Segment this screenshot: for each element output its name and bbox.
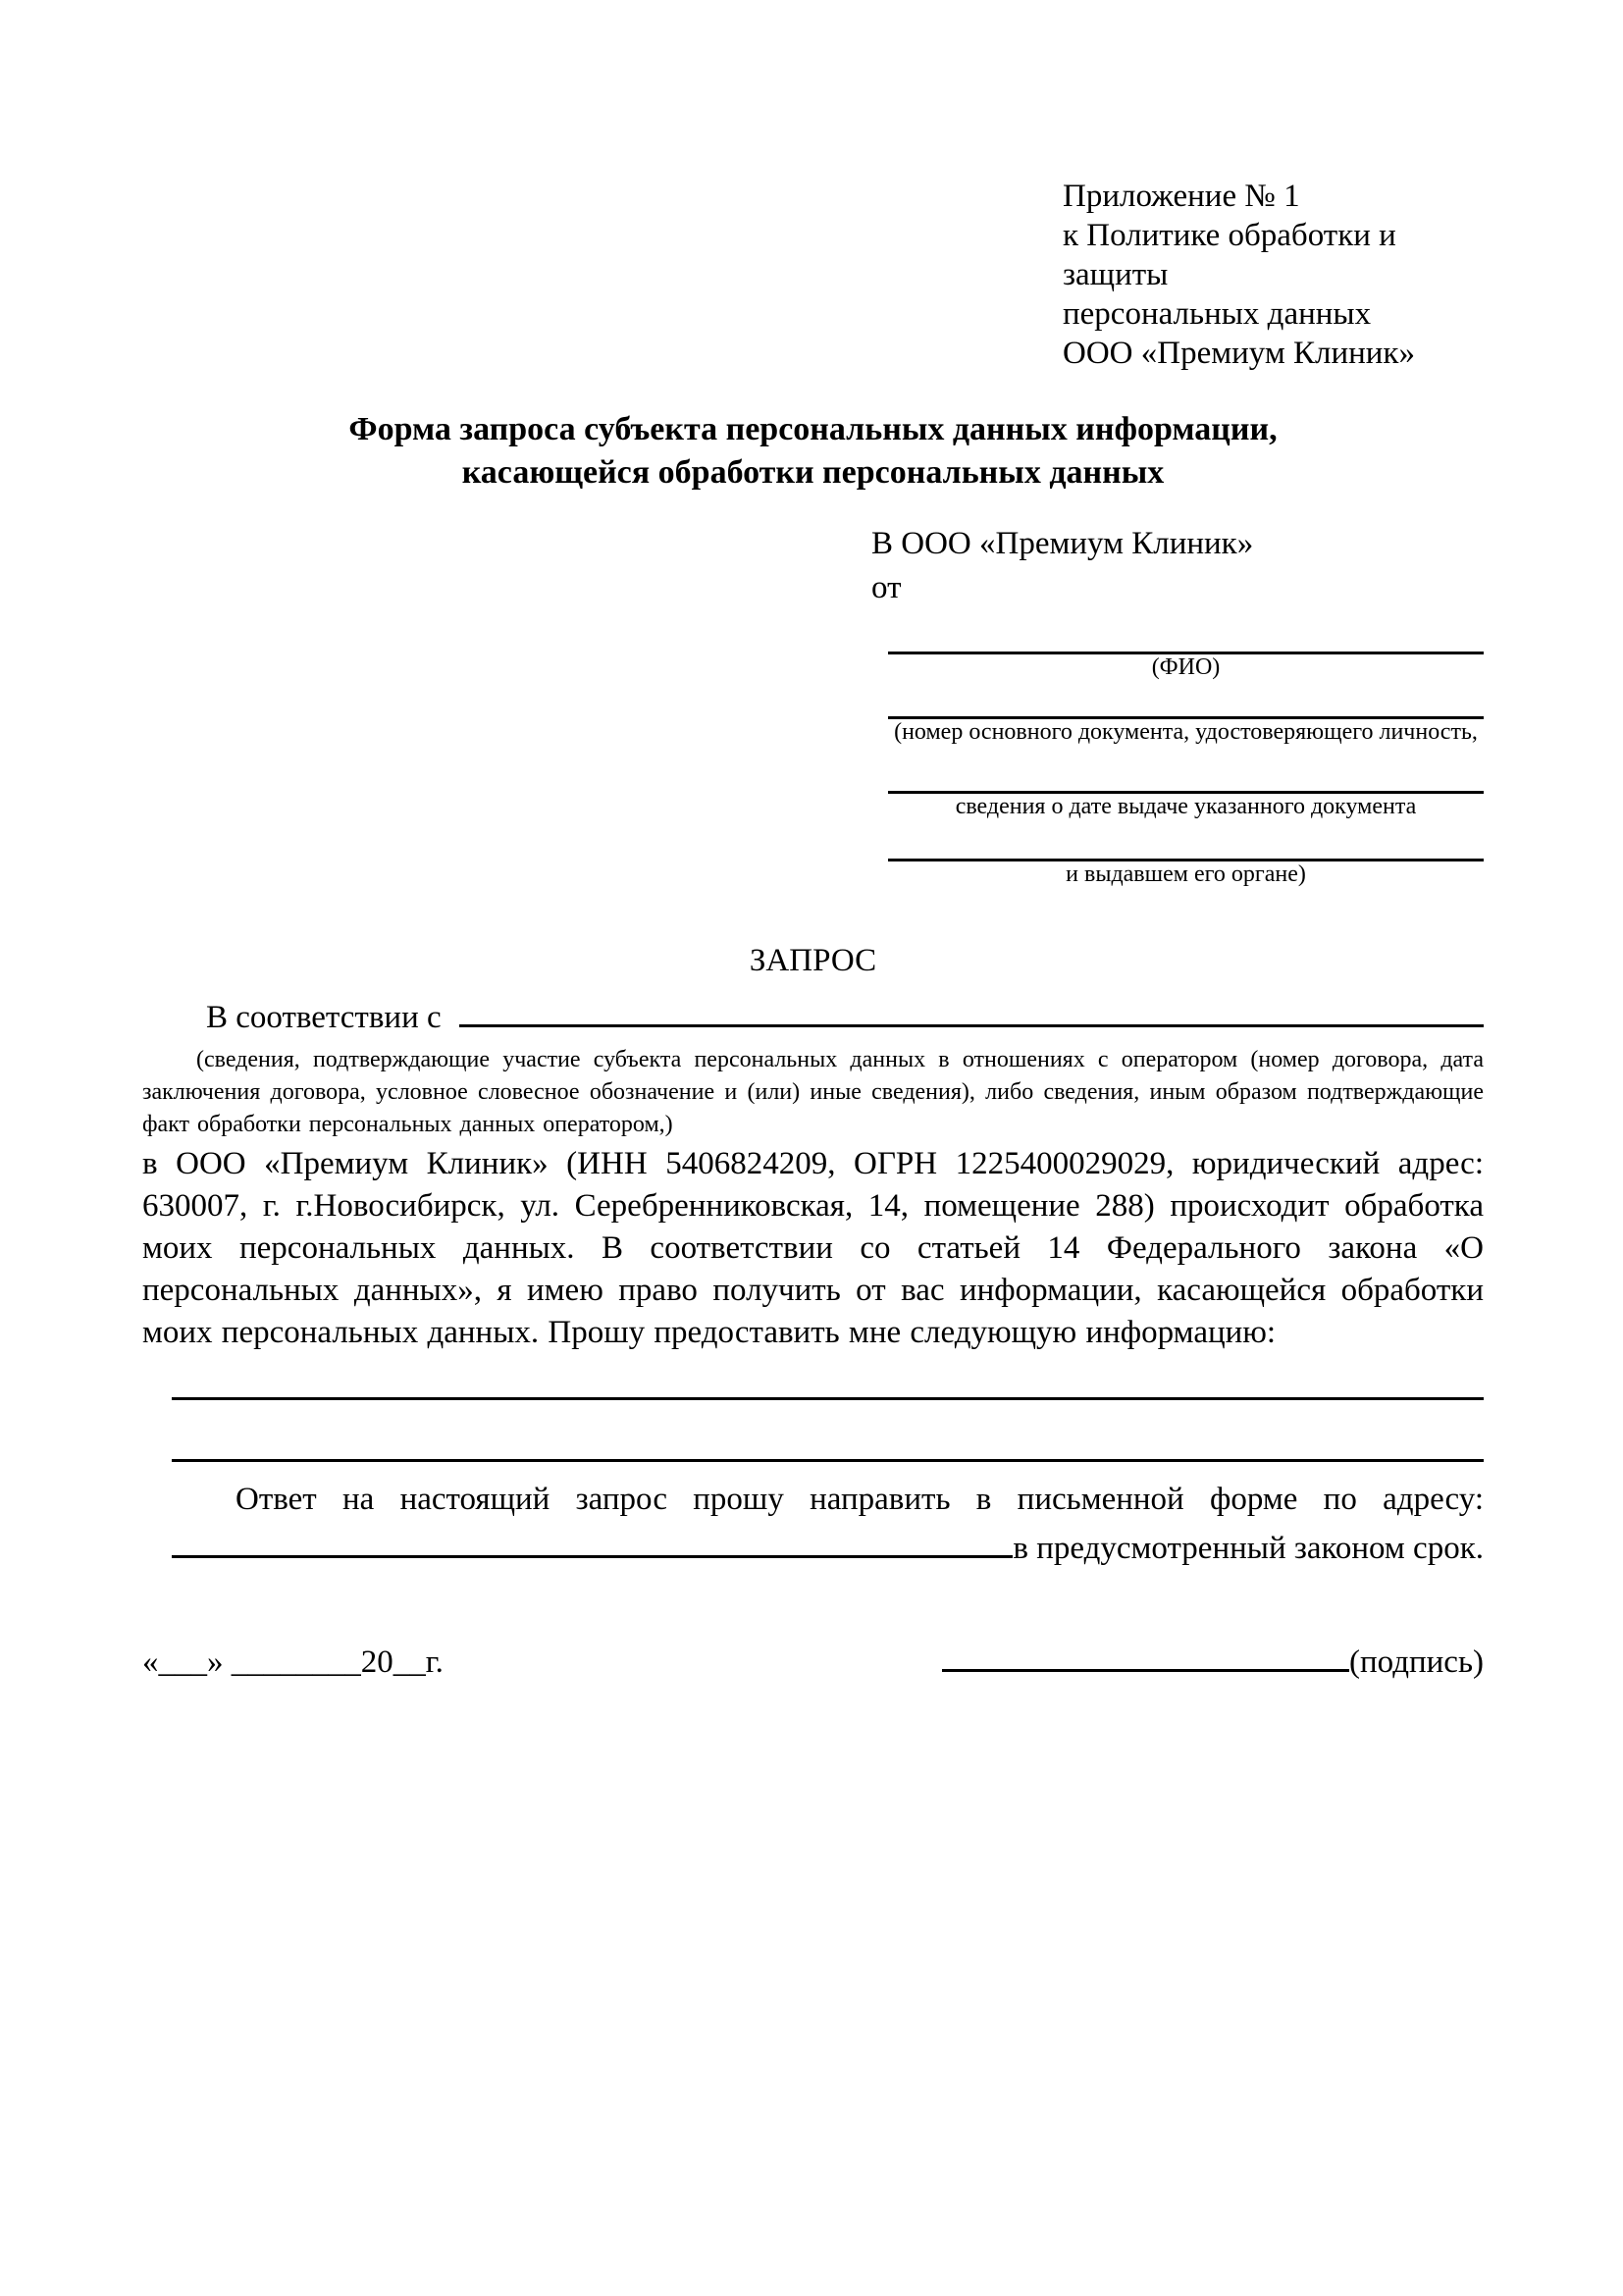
signature-caption: (подпись) <box>1349 1644 1484 1680</box>
reply-address-row <box>142 1522 1484 1571</box>
appendix-reference-line: ООО «Премиум Клиник» <box>1063 336 1415 371</box>
appendix-reference-line: Приложение № 1 <box>1063 179 1300 214</box>
signature-area <box>942 1636 1484 1685</box>
doc-issuer-caption: и выдавшем его органе) <box>1066 861 1306 887</box>
request-body: в ООО «Премиум Клиник» (ИНН 5406824209, ОГРН 1225400029029, юридический адрес: 630007, г. г.Новосибирск, ул. Серебренниковская, 14, помещение 288) происходит обработка моих персональных данных. В соответствии со статьей 14 Федерального закона «О персональных данных», я имею право получить от вас информации, касающейся обработки моих персональных данных. Прошу предоставить мне следующую информацию: <box>142 1146 1484 1350</box>
accordance-line <box>142 991 1484 1040</box>
info-blank-line-2 <box>172 1459 1484 1462</box>
info-blank-line-1 <box>172 1397 1484 1400</box>
form-title <box>142 408 1484 495</box>
doc-issuer-blank-line <box>888 853 1484 861</box>
address-blank-line <box>172 1522 1013 1558</box>
fio-blank-line <box>888 646 1484 654</box>
fio-caption: (ФИО) <box>1151 654 1221 680</box>
from-label: от <box>871 570 902 605</box>
doc-date-caption: сведения о дате выдаче указанного документа <box>955 794 1417 819</box>
reply-paragraph: Ответ на настоящий запрос прошу направить в письменной форме по адресу: <box>236 1482 1484 1517</box>
doc-number-blank-line <box>888 710 1484 719</box>
request-heading: ЗАПРОС <box>749 943 877 978</box>
accordance-blank-line <box>459 991 1484 1027</box>
signature-blank-line <box>942 1636 1349 1672</box>
date-blank: «___» ________20__г. <box>142 1644 444 1680</box>
appendix-reference-line: персональных данных <box>1063 296 1372 332</box>
doc-number-caption: (номер основного документа, удостоверяющего личность, <box>894 719 1478 745</box>
appendix-reference-line: к Политике обработки и защиты <box>1063 218 1396 292</box>
doc-date-blank-line <box>888 785 1484 794</box>
form-title-line: касающейся обработки персональных данных <box>461 454 1165 491</box>
addressee-name: В ООО «Премиум Клиник» <box>871 526 1254 561</box>
accordance-prefix: В соответствии с <box>206 1000 449 1035</box>
reply-suffix: в предусмотренный законом срок. <box>1013 1531 1484 1566</box>
signature-row <box>142 1636 1484 1685</box>
form-title-line: Форма запроса субъекта персональных данных информации, <box>348 411 1278 447</box>
appendix-reference <box>1063 177 1484 373</box>
footnote-text: (сведения, подтверждающие участие субъекта персональных данных в отношениях с оператором (номер договора, дата заключения договора, условное словесное обозначение и (или) иные сведения), либо сведения, иным образом подтверждающие факт обработки персональных данных оператором,) <box>142 1047 1484 1137</box>
addressee-block <box>871 522 1484 888</box>
